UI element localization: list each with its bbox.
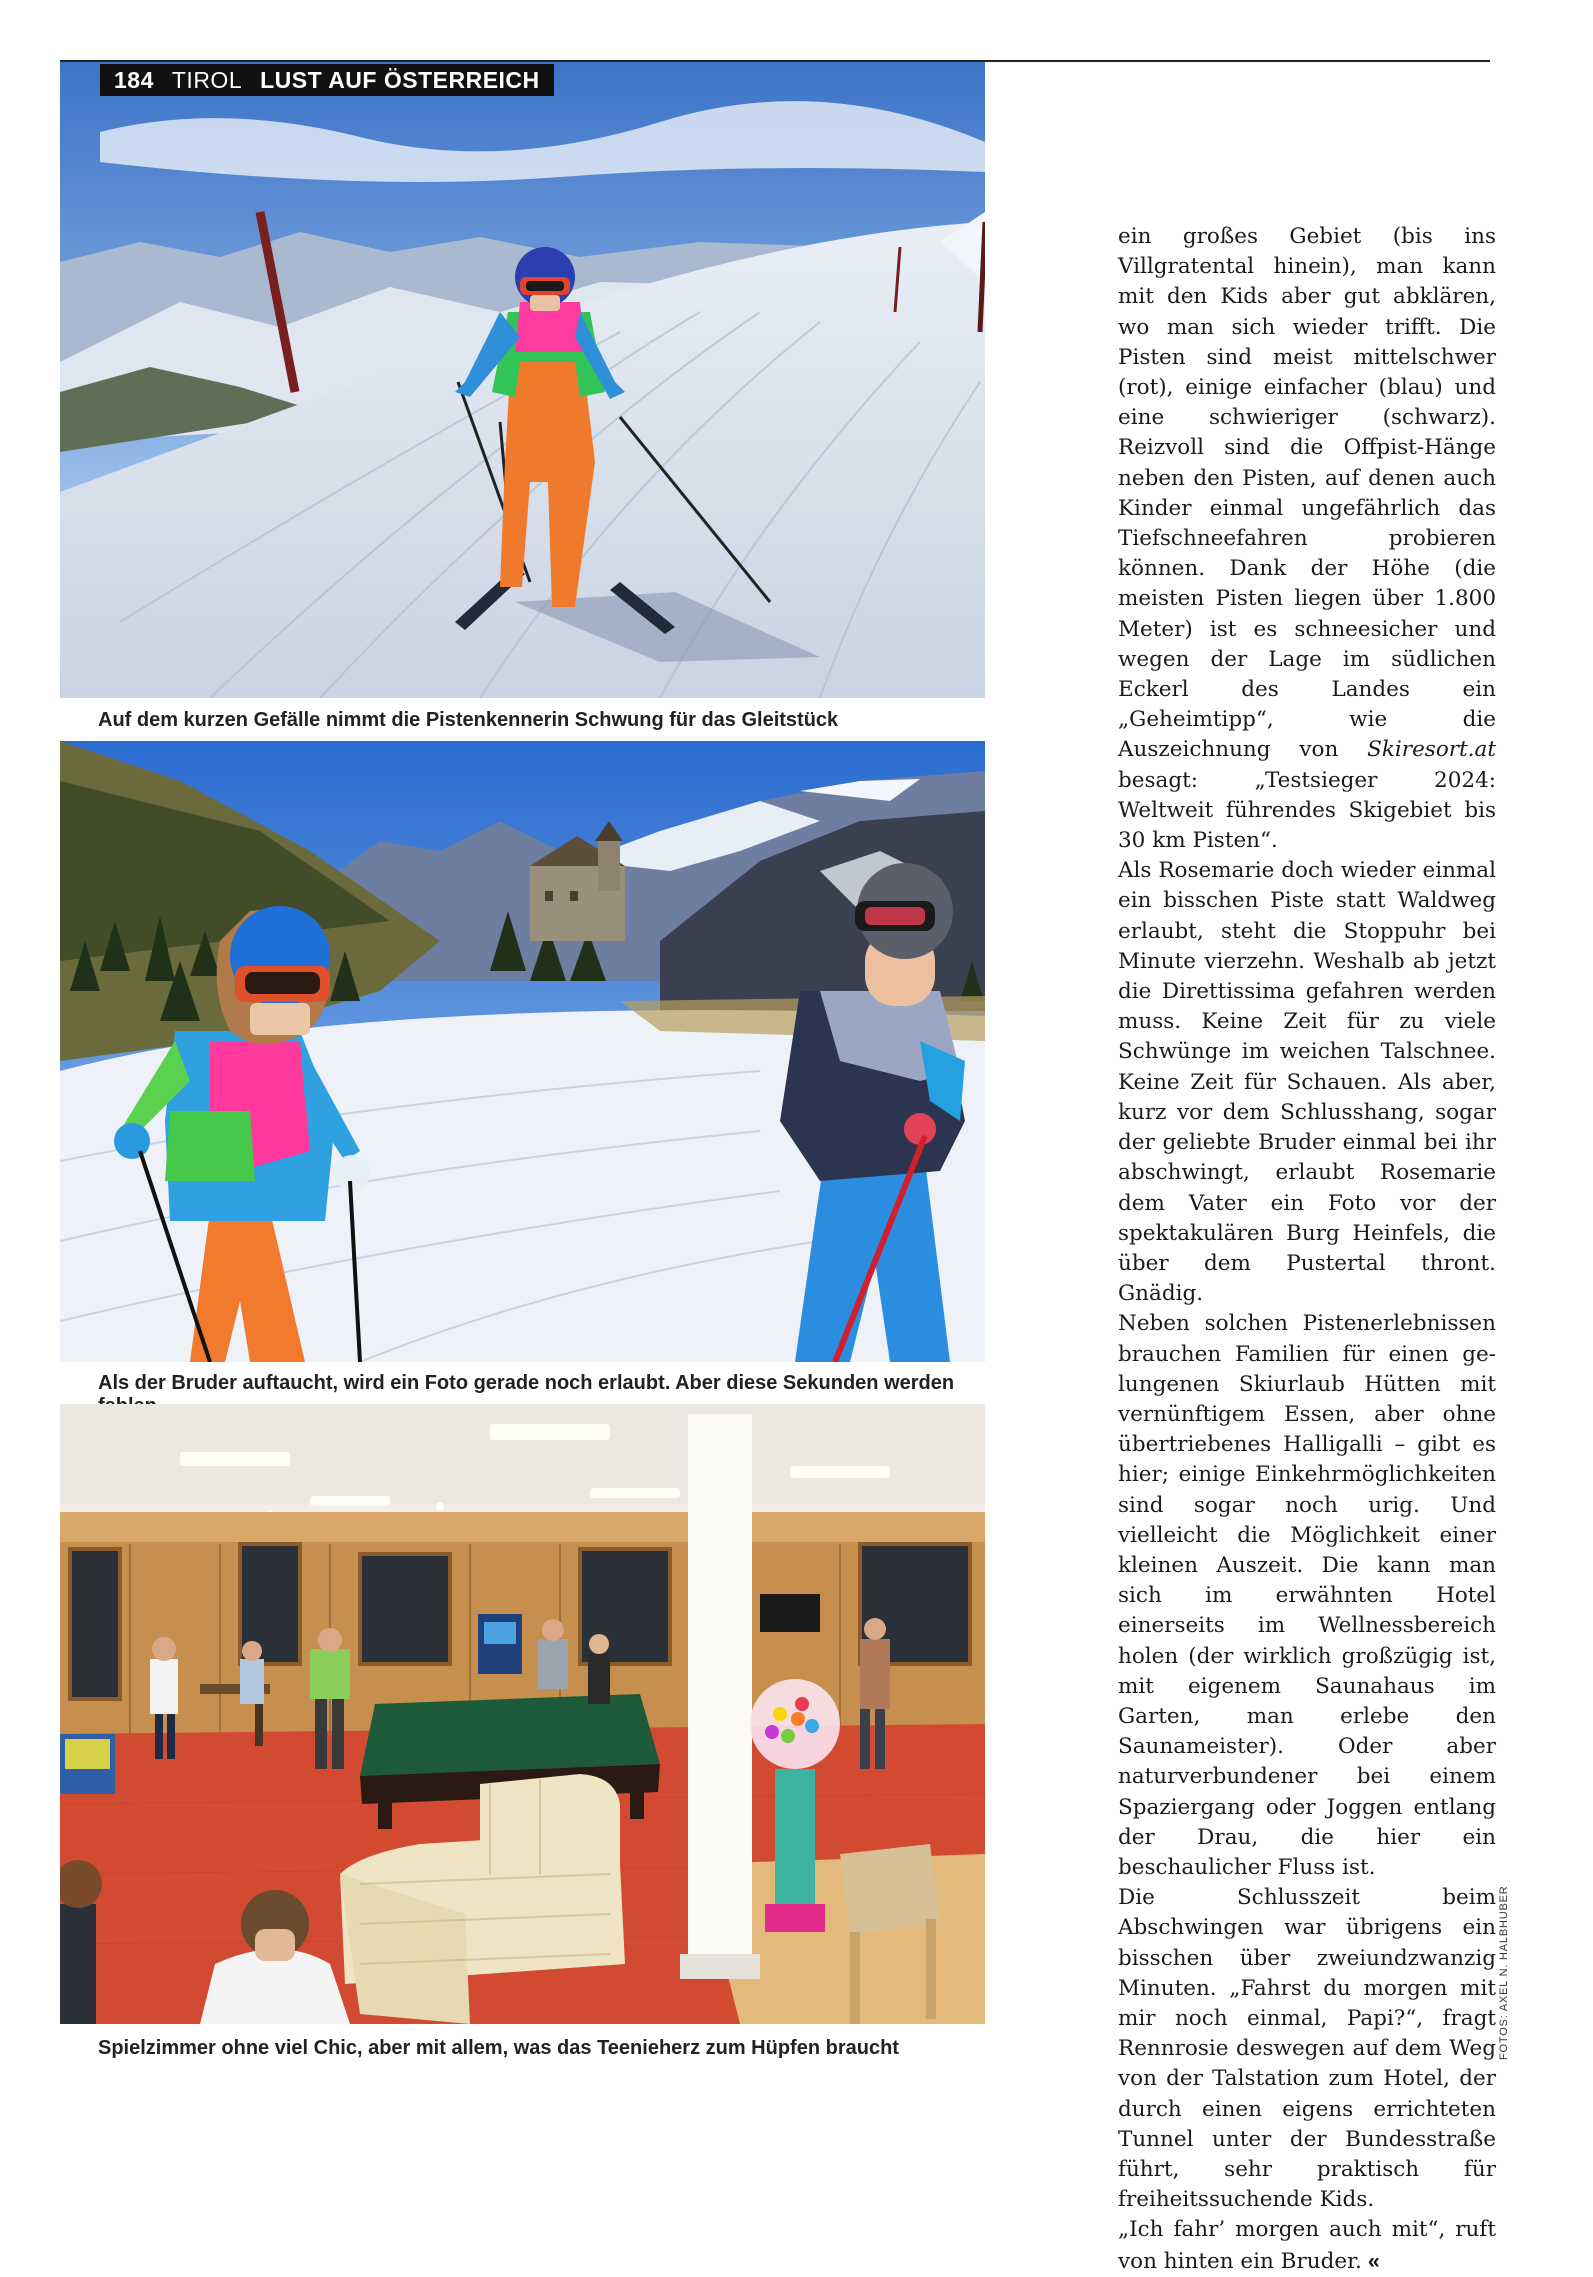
page-number: 184 [114, 66, 154, 93]
region-label: TIROL [171, 66, 243, 93]
article-paragraph: Neben solchen Pistenerlebnissen brauchen Familien für einen gelungenen Skiurlaub Hütten mit vernünftigem Essen, aber ohne übertriebenes Halligalli – gibt es hier; einige Einkehrmöglichkeiten sind sogar noch urig. Und vielleicht die Möglichkeit einer kleinen Auszeit. Die kann man sich im erwähnten Hotel einerseits im Wellnessbereich holen (der wirklich großzügig ist, mit eigenem Saunahaus im Garten, man erlebe den Saunameister). Oder aber naturverbundener bei einem Spaziergang oder Joggen entlang der Drau, die hier ein beschaulicher Fluss ist. [1118, 1311, 1496, 1880]
photo-caption: Als der Bruder auftaucht, wird ein Foto gerade noch erlaubt. Aber diese Sekunden werden [98, 1372, 955, 1394]
photo-caption: Auf dem kurzen Gefälle nimmt die Pistenkennerin Schwung für das Gleitstück [98, 709, 839, 731]
photo-game-room [60, 1404, 985, 2024]
article-paragraph: „Ich fahr’ morgen auch mit“, ruft von hinten ein Bruder. « [1118, 2217, 1496, 2274]
article-body [1118, 222, 1496, 2277]
article-paragraph: ein großes Gebiet (bis ins Villgratental hinein), man kann mit den Kids aber gut abklären, wo man sich wieder trifft. Die Pisten sind meist mittelschwer (rot), einige einfacher (blau) und eine schwieriger (schwarz). Reizvoll sind die Offpist-Hänge neben den Pisten, auf denen auch Kinder einmal ungefährlich das Tiefschneefahren probieren können. Dank der Höhe (die meisten Pisten liegen über 1.800 Meter) ist es schneesicher und wegen der Lage im südlichen Eckerl des Landes ein „Geheimtipp“, wie die Auszeichnung von Skiresort.at besagt: „Testsieger 2024: Weltweit führendes Skigebiet bis 30 km Pisten“. [1118, 224, 1496, 854]
article-paragraph: Die Schlusszeit beim Abschwingen war übrigens ein bisschen über zweiundzwanzig Minuten. „Fahrst du morgen mit mir noch einmal, Papi?“, fragt Rennrosie deswegen auf dem Weg von der Talstation zum Hotel, der durch einen eigens errichteten Tunnel unter der Bundesstraße führt, sehr praktisch für freiheitssuchende Kids. [1118, 1885, 1496, 2213]
source-name: Skiresort.at [1367, 737, 1496, 763]
photo-credit: FOTOS: AXEL N. HALBHUBER [1498, 1885, 1510, 2060]
photo-caption: Spielzimmer ohne viel Chic, aber mit allem, was das Teenieherz zum Hüpfen braucht [98, 2037, 899, 2059]
photo-castle-siblings [60, 741, 985, 1362]
section-title: LUST AUF ÖSTERREICH [260, 66, 540, 93]
article-paragraph: Als Rosemarie doch wieder einmal ein bisschen Piste statt Waldweg erlaubt, steht die Stoppuhr bei Minute vierzehn. Weshalb ab jetzt die Direttissima gefahren werden muss. Keine Zeit für zu viele Schwünge im weichen Talschnee. Keine Zeit für Schauen. Als aber, kurz vor dem Schlusshang, sogar der geliebte Bruder einmal bei ihr abschwingt, erlaubt Rosemarie dem Vater ein Foto vor der spektakulären Burg Heinfels, die über dem Pustertal thront. Gnädig. [1118, 858, 1496, 1307]
end-mark: « [1367, 2248, 1380, 2273]
header-tag [100, 64, 554, 96]
photo-skiing-girl [60, 62, 985, 698]
